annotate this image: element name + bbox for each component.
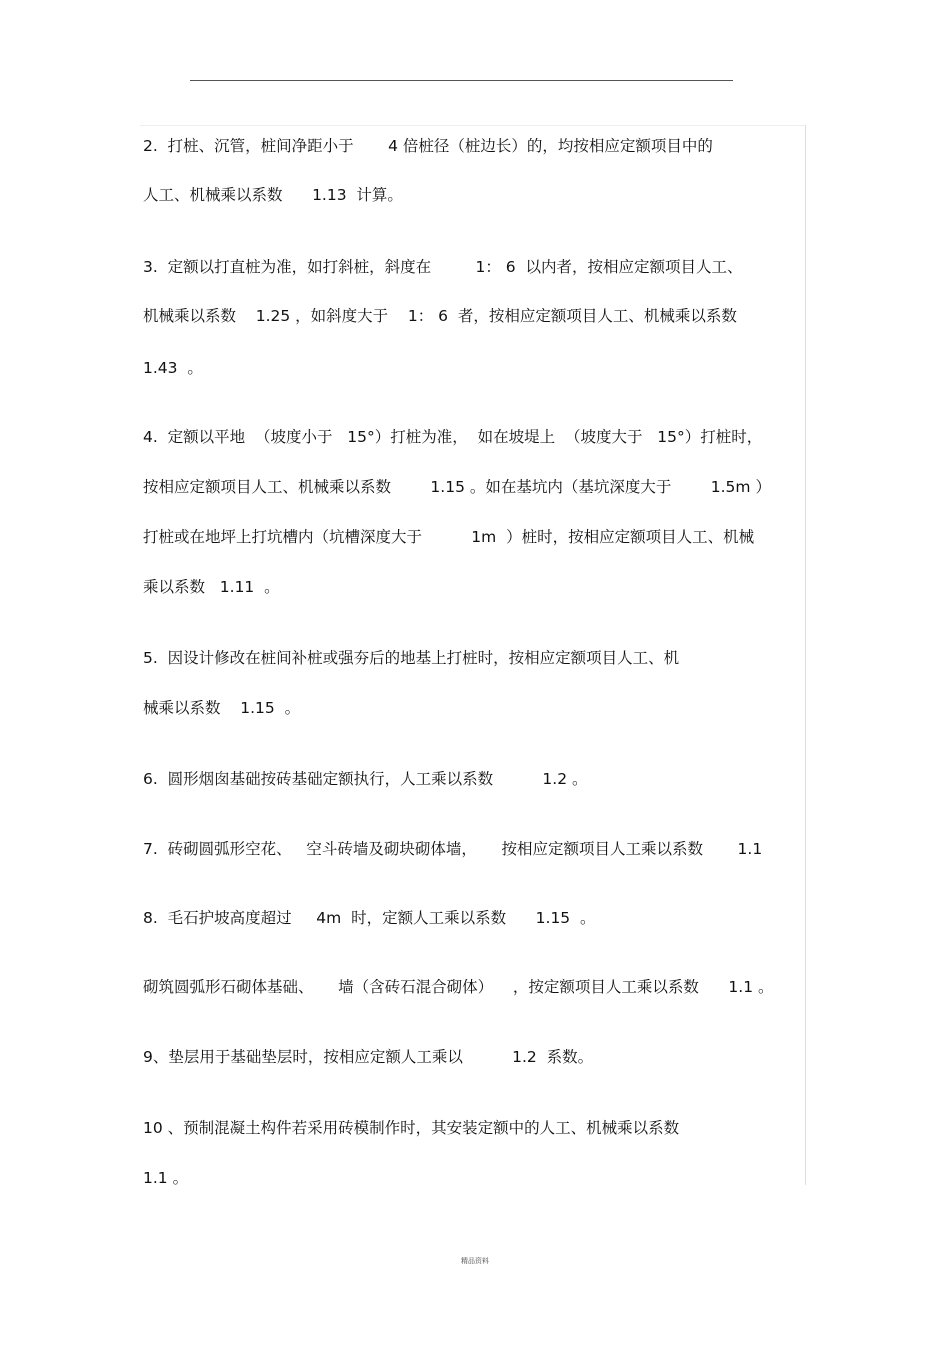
text-line: 1.1 。 [143, 1169, 189, 1187]
content-frame-right-border [805, 125, 806, 1185]
text-line: 7. 砖砌圆弧形空花、 空斗砖墙及砌块砌体墙， 按相应定额项目人工乘以系数 1.1 [143, 840, 763, 858]
text-line: 6. 圆形烟囱基础按砖基础定额执行，人工乘以系数 1.2 。 [143, 770, 588, 788]
text-line: 2. 打桩、沉管，桩间净距小于 4 倍桩径（桩边长）的，均按相应定额项目中的 [143, 137, 713, 155]
page-footer: 精品资料 [461, 1257, 489, 1265]
text-line: 砌筑圆弧形石砌体基础、 墙（含砖石混合砌体） ，按定额项目人工乘以系数 1.1 。 [143, 978, 774, 996]
text-line: 乘以系数 1.11 。 [143, 578, 280, 596]
text-line: 机械乘以系数 1.25 ，如斜度大于 1： 6 者，按相应定额项目人工、机械乘以系数 [143, 307, 737, 325]
text-line: 械乘以系数 1.15 。 [143, 699, 301, 717]
text-line: 打桩或在地坪上打坑槽内（坑槽深度大于 1m ）桩时，按相应定额项目人工、机械 [143, 528, 755, 546]
text-line: 9、垫层用于基础垫层时，按相应定额人工乘以 1.2 系数。 [143, 1048, 594, 1066]
content-frame-top-border [140, 125, 805, 126]
header-rule [190, 80, 733, 81]
text-line: 4. 定额以平地 （坡度小于 15°）打桩为准， 如在坡堤上 （坡度大于 15°）打桩时， [143, 428, 763, 446]
text-line: 按相应定额项目人工、机械乘以系数 1.15 。如在基坑内（基坑深度大于 1.5m ） [143, 478, 771, 496]
text-line: 3. 定额以打直桩为准，如打斜桩，斜度在 1： 6 以内者，按相应定额项目人工、 [143, 258, 743, 276]
text-line: 8. 毛石护坡高度超过 4m 时，定额人工乘以系数 1.15 。 [143, 909, 596, 927]
text-line: 1.43 。 [143, 359, 203, 377]
text-line: 10 、预制混凝土构件若采用砖模制作时，其安装定额中的人工、机械乘以系数 [143, 1119, 680, 1137]
text-line: 5. 因设计修改在桩间补桩或强夯后的地基上打桩时，按相应定额项目人工、机 [143, 649, 680, 667]
text-line: 人工、机械乘以系数 1.13 计算。 [143, 186, 403, 204]
